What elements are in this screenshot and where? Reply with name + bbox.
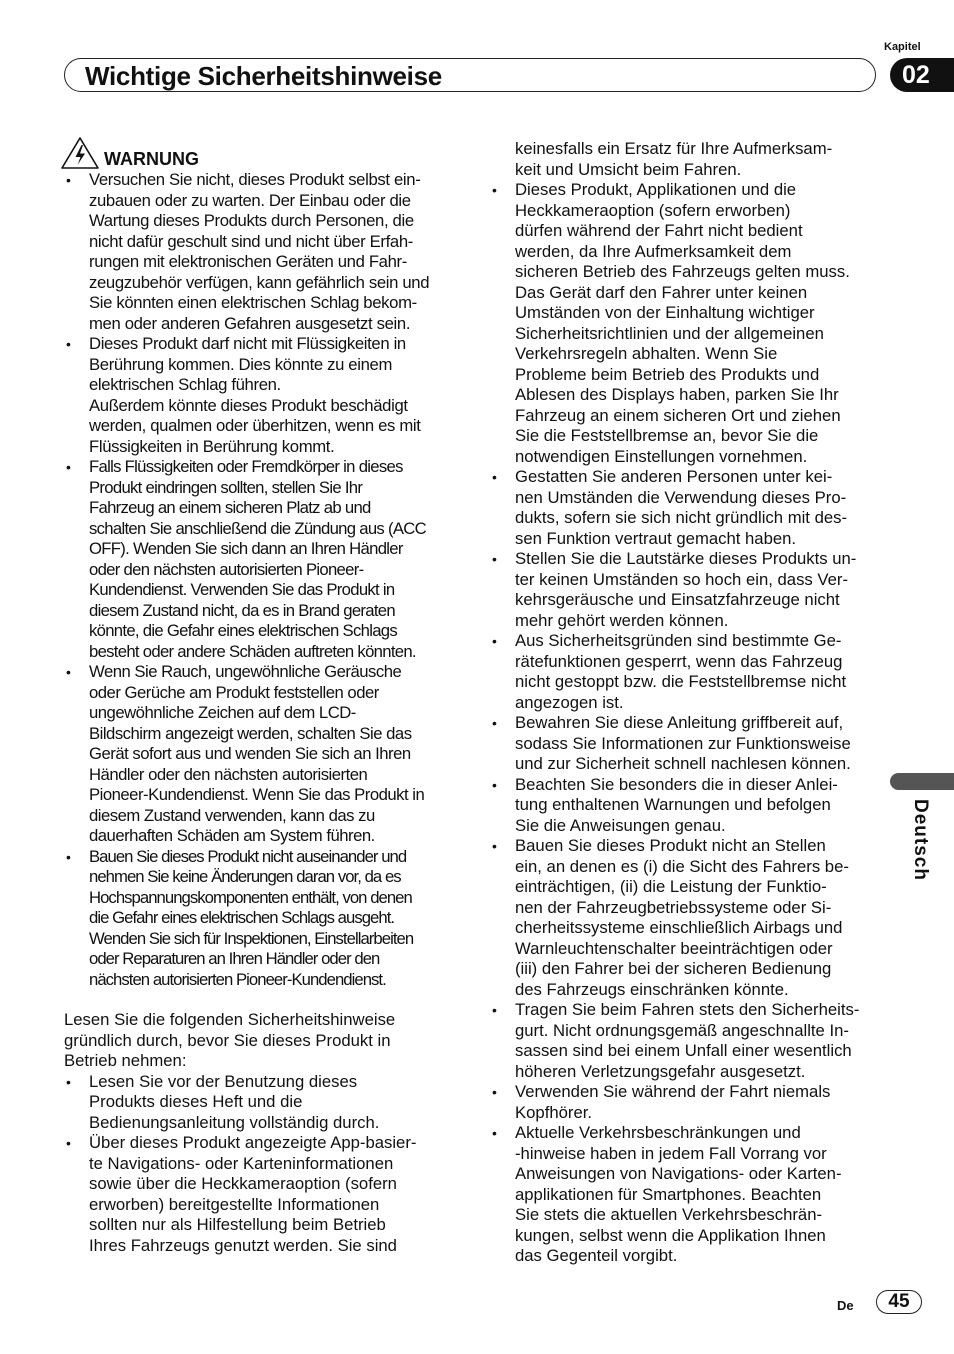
footer-language-code: De	[837, 1298, 854, 1313]
list-item: • Dieses Produkt, Applikationen und die Heckkameraoption (sofern erworben) dürfen während der Fahrt nicht bedient werden, da Ihre Aufmerksamkeit dem sicheren Betrieb des Fahrzeugs gelten muss. Das Gerät darf den Fahrer unter keinen Umständen von der Einhaltung wichtiger Sicherheitsrichtlinien und der allgemeinen Verkehrsregeln abhalten. Wenn Sie Probleme beim Betrieb des Produkts und Ablesen des Displays haben, parken Sie Ihr Fahrzeug an einem sicheren Ort und ziehen Sie die Feststellbremse an, bevor Sie die notwendigen Einstellungen vornehmen.	[490, 180, 882, 467]
list-item-text: Wenn Sie Rauch, ungewöhnliche Geräusche oder Gerüche am Produkt feststellen oder ungewöhnliche Zeichen auf dem LCD- Bildschirm angezeigt werden, schalten Sie das Gerät sofort aus und wenden Sie sich an Ihren Händler oder den nächsten autorisierten Pioneer-Kundendienst. Wenn Sie das Produkt in diesem Zustand verwenden, kann das zu dauerhaften Schäden am System führen.	[89, 662, 425, 845]
header-bar	[64, 58, 876, 92]
list-item: • Bauen Sie dieses Produkt nicht an Stellen ein, an denen es (i) die Sicht des Fahrers be- einträchtigen, (ii) die Leistung der Funktio- nen der Fahrzeugbetriebssysteme oder Si- cherheitssysteme einschließlich Airbags und Warnleuchtenschalter beeinträchtigen oder (iii) den Fahrer bei der sicheren Bedienung des Fahrzeugs einschränken könnte.	[490, 836, 882, 1000]
list-item: • Aktuelle Verkehrsbeschränkungen und -hinweise haben in jedem Fall Vorrang vor Anweisungen von Navigations- oder Karten- applikationen für Smartphones. Beachten Sie stets die aktuellen Verkehrsbeschrän- kungen, selbst wenn die Applikation Ihnen das Gegenteil vorgibt.	[490, 1123, 882, 1267]
list-item-text: Stellen Sie die Lautstärke dieses Produkts un- ter keinen Umständen so hoch ein, dass Ver- kehrsgeräusche und Einsatzfahrzeuge nicht mehr gehört werden können.	[515, 549, 857, 630]
list-item: • Aus Sicherheitsgründen sind bestimmte Ge- rätefunktionen gesperrt, wenn das Fahrzeug nicht gestoppt bzw. die Feststellbremse nicht angezogen ist.	[490, 631, 882, 713]
list-item-text: Über dieses Produkt angezeigte App-basier- te Navigations- oder Karteninformationen sowie über die Heckkameraoption (sofern erworben) bereitgestellte Informationen sollten nur als Hilfestellung beim Betrieb Ihres Fahrzeugs genutzt werden. Sie sind	[89, 1133, 417, 1255]
list-item-text: Bewahren Sie diese Anleitung griffbereit auf, sodass Sie Informationen zur Funktionsweise und zur Sicherheit schnell nachlesen können.	[515, 713, 851, 773]
language-tab-marker	[890, 773, 954, 790]
warning-list	[64, 170, 459, 990]
list-item-continuation	[490, 139, 882, 180]
list-item-text: Lesen Sie vor der Benutzung dieses Produkts dieses Heft und die Bedienungsanleitung vollständig durch.	[89, 1071, 380, 1132]
list-item-text: Verwenden Sie während der Fahrt niemals Kopfhörer.	[515, 1082, 831, 1122]
list-item: • Beachten Sie besonders die in dieser Anlei- tung enthaltenen Warnungen und befolgen Sie die Anweisungen genau.	[490, 775, 882, 837]
list-item: • Stellen Sie die Lautstärke dieses Produkts un- ter keinen Umständen so hoch ein, dass Ver- kehrsgeräusche und Einsatzfahrzeuge nicht mehr gehört werden können.	[490, 549, 882, 631]
list-item-text: keinesfalls ein Ersatz für Ihre Aufmerksam- keit und Umsicht beim Fahren.	[515, 139, 833, 179]
list-item-text: Falls Flüssigkeiten oder Fremdkörper in dieses Produkt eindringen sollten, stellen Sie Ihr Fahrzeug an einem sicheren Platz ab und schalten Sie anschließend die Zündung aus (ACC OFF). Wenden Sie sich dann an Ihren Händler oder den nächsten autorisierten Pioneer- Kundendienst. Verwenden Sie das Produkt in diesem Zustand nicht, da es in Brand geraten könnte, die Gefahr eines elektrischen Schlags besteht oder andere Schäden auftreten könnten.	[89, 457, 426, 661]
page-number-badge: 45	[876, 1290, 922, 1314]
list-item-text: Gestatten Sie anderen Personen unter kei- nen Umständen die Verwendung dieses Pro- dukts, sofern sie sich nicht gründlich mit des- sen Funktion vertraut gemacht haben.	[515, 467, 848, 548]
chapter-number-badge: 02	[890, 58, 954, 92]
list-item-text: Bauen Sie dieses Produkt nicht auseinander und nehmen Sie keine Änderungen daran vor, da es Hochspannungskomponenten enthält, von denen die Gefahr eines elektrischen Schlags ausgeht. Wenden Sie sich für Inspektionen, Einstellarbeiten oder Reparaturen an Ihren Händler oder den nächsten autorisierten Pioneer-Kundendienst.	[89, 846, 414, 989]
list-item: • Versuchen Sie nicht, dieses Produkt selbst ein- zubauen oder zu warten. Der Einbau oder die Wartung dieses Produkts durch Personen, die nicht dafür geschult sind und nicht über Erfah- rungen mit elektronischen Geräten und Fahr- zeugzubehör verfügen, kann gefährlich sein und Sie könnten einen elektrischen Schlag bekom- men oder anderen Gefahren ausgesetzt sein.	[64, 170, 459, 334]
list-item: • Bauen Sie dieses Produkt nicht auseinander und nehmen Sie keine Änderungen daran vor, da es Hochspannungskomponenten enthält, von denen die Gefahr eines elektrischen Schlags ausgeht. Wenden Sie sich für Inspektionen, Einstellarbeiten oder Reparaturen an Ihren Händler oder den nächsten autorisierten Pioneer-Kundendienst.	[64, 847, 459, 991]
page-title: Wichtige Sicherheitshinweise	[85, 61, 442, 91]
list-item-text: Versuchen Sie nicht, dieses Produkt selbst ein- zubauen oder zu warten. Der Einbau oder die Wartung dieses Produkts durch Personen, die nicht dafür geschult sind und nicht über Erfah- rungen mit elektronischen Geräten und Fahr- zeugzubehör verfügen, kann gefährlich sein und Sie könnten einen elektrischen Schlag bekom- men oder anderen Gefahren ausgesetzt sein.	[89, 170, 430, 333]
left-column	[64, 140, 459, 1256]
list-item-text: Aus Sicherheitsgründen sind bestimmte Ge- rätefunktionen gesperrt, wenn das Fahrzeug nicht gestoppt bzw. die Feststellbremse nicht angezogen ist.	[515, 631, 847, 712]
list-item: • Gestatten Sie anderen Personen unter kei- nen Umständen die Verwendung dieses Pro- dukts, sofern sie sich nicht gründlich mit des- sen Funktion vertraut gemacht haben.	[490, 467, 882, 549]
list-item-text: Aktuelle Verkehrsbeschränkungen und -hinweise haben in jedem Fall Vorrang vor Anweisungen von Navigations- oder Karten- applikationen für Smartphones. Beachten Sie stets die aktuellen Verkehrsbeschrän- kungen, selbst wenn die Applikation Ihnen das Gegenteil vorgibt.	[515, 1123, 842, 1265]
safety-list-right	[490, 139, 882, 1267]
chapter-label: Kapitel	[884, 41, 921, 53]
list-item-text: Dieses Produkt, Applikationen und die Heckkameraoption (sofern erworben) dürfen während der Fahrt nicht bedient werden, da Ihre Aufmerksamkeit dem sicheren Betrieb des Fahrzeugs gelten muss. Das Gerät darf den Fahrer unter keinen Umständen von der Einhaltung wichtiger Sicherheitsrichtlinien und der allgemeinen Verkehrsregeln abhalten. Wenn Sie Probleme beim Betrieb des Produkts und Ablesen des Displays haben, parken Sie Ihr Fahrzeug an einem sicheren Ort und ziehen Sie die Feststellbremse an, bevor Sie die notwendigen Einstellungen vornehmen.	[515, 180, 850, 466]
warning-title: WARNUNG	[104, 149, 199, 169]
language-side-label: Deutsch	[910, 799, 931, 881]
list-item-text: Tragen Sie beim Fahren stets den Sicherheits- gurt. Nicht ordnungsgemäß angeschnallte In- sassen sind bei einem Unfall einer wesentlich höheren Verletzungsgefahr ausgesetzt.	[515, 1000, 860, 1081]
list-item: • Falls Flüssigkeiten oder Fremdkörper in dieses Produkt eindringen sollten, stellen Sie Ihr Fahrzeug an einem sicheren Platz ab und schalten Sie anschließend die Zündung aus (ACC OFF). Wenden Sie sich dann an Ihren Händler oder den nächsten autorisierten Pioneer- Kundendienst. Verwenden Sie das Produkt in diesem Zustand nicht, da es in Brand geraten könnte, die Gefahr eines elektrischen Schlags besteht oder andere Schäden auftreten könnten.	[64, 457, 459, 662]
list-item: • Verwenden Sie während der Fahrt niemals Kopfhörer.	[490, 1082, 882, 1123]
safety-list-left	[64, 1072, 459, 1257]
intro-paragraph: Lesen Sie die folgenden Sicherheitshinweise gründlich durch, bevor Sie dieses Produkt in Betrieb nehmen:	[64, 1010, 396, 1070]
list-item: • Lesen Sie vor der Benutzung dieses Produkts dieses Heft und die Bedienungsanleitung vollständig durch.	[64, 1072, 459, 1134]
list-item: • Tragen Sie beim Fahren stets den Sicherheits- gurt. Nicht ordnungsgemäß angeschnallte In- sassen sind bei einem Unfall einer wesentlich höheren Verletzungsgefahr ausgesetzt.	[490, 1000, 882, 1082]
list-item-text: Beachten Sie besonders die in dieser Anlei- tung enthaltenen Warnungen und befolgen Sie die Anweisungen genau.	[515, 774, 838, 835]
list-item-text: Dieses Produkt darf nicht mit Flüssigkeiten in Berührung kommen. Dies könnte zu einem elektrischen Schlag führen. Außerdem könnte dieses Produkt beschädigt werden, qualmen oder überhitzen, wenn es mit Flüssigkeiten in Berührung kommt.	[89, 334, 421, 456]
warning-heading	[60, 140, 459, 170]
list-item-text: Bauen Sie dieses Produkt nicht an Stellen ein, an denen es (i) die Sicht des Fahrers be- einträchtigen, (ii) die Leistung der Funktio- nen der Fahrzeugbetriebssysteme oder Si- cherheitssysteme einschließlich Airbags und Warnleuchtenschalter beeinträchtigen oder (iii) den Fahrer bei der sicheren Bedienung des Fahrzeugs einschränken könnte.	[515, 836, 849, 999]
list-item: • Wenn Sie Rauch, ungewöhnliche Geräusche oder Gerüche am Produkt feststellen oder ungewöhnliche Zeichen auf dem LCD- Bildschirm angezeigt werden, schalten Sie das Gerät sofort aus und wenden Sie sich an Ihren Händler oder den nächsten autorisierten Pioneer-Kundendienst. Wenn Sie das Produkt in diesem Zustand verwenden, kann das zu dauerhaften Schäden am System führen.	[64, 662, 459, 847]
warning-triangle-lightning-icon	[60, 136, 100, 170]
list-item: • Dieses Produkt darf nicht mit Flüssigkeiten in Berührung kommen. Dies könnte zu einem elektrischen Schlag führen. Außerdem könnte dieses Produkt beschädigt werden, qualmen oder überhitzen, wenn es mit Flüssigkeiten in Berührung kommt.	[64, 334, 459, 457]
list-item: • Über dieses Produkt angezeigte App-basier- te Navigations- oder Karteninformationen sowie über die Heckkameraoption (sofern erworben) bereitgestellte Informationen sollten nur als Hilfestellung beim Betrieb Ihres Fahrzeugs genutzt werden. Sie sind	[64, 1133, 459, 1256]
right-column	[490, 139, 882, 1267]
list-item: • Bewahren Sie diese Anleitung griffbereit auf, sodass Sie Informationen zur Funktionsweise und zur Sicherheit schnell nachlesen können.	[490, 713, 882, 775]
